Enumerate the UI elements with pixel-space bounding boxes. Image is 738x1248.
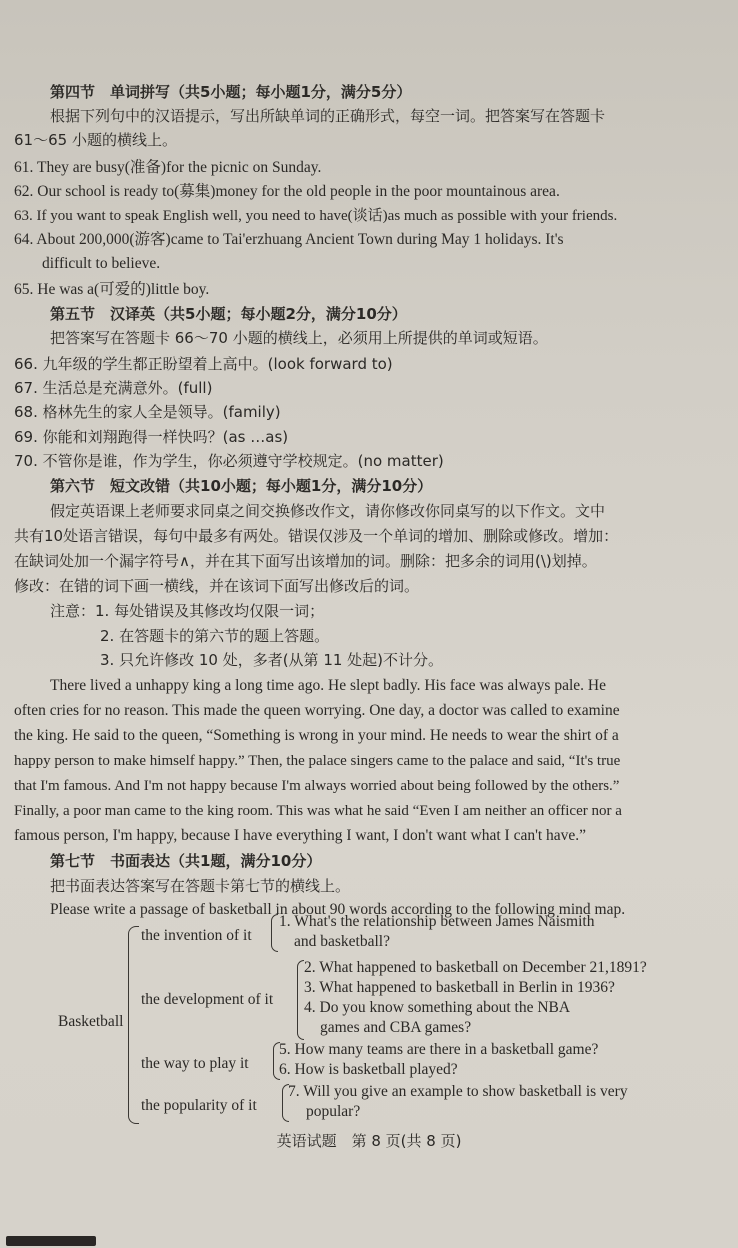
mindmap-root-brace	[128, 926, 139, 1124]
section-6-instruction-4: 修改：在错的词下画一横线，并在该词下面写出修改后的词。	[14, 577, 420, 595]
question-69: 69. 你能和刘翔跑得一样快吗？(as …as)	[14, 428, 289, 446]
passage-line-4: happy person to make himself happy.” Then, the palace singers came to the palace and said, “It's true	[14, 753, 621, 769]
section-6-instruction-1: 假定英语课上老师要求同桌之间交换修改作文，请你修改你同桌写的以下作文。文中	[50, 502, 606, 520]
question-61: 61. They are busy(准备)for the picnic on Sunday.	[14, 159, 322, 176]
section-7-prompt: Please write a passage of basketball in about 90 words according to the following mind map.	[50, 901, 626, 918]
passage-line-6: Finally, a poor man came to the king room. This was what he said “Even I am neither an officer nor a	[14, 803, 622, 819]
question-70: 70. 不管你是谁，作为学生，你必须遵守学校规定。(no matter)	[14, 452, 444, 470]
branch-way-to-play: the way to play it	[141, 1055, 249, 1072]
question-6: 6. How is basketball played?	[279, 1061, 458, 1078]
branch-development: the development of it	[141, 991, 274, 1008]
question-67: 67. 生活总是充满意外。(full)	[14, 379, 213, 397]
section-7-title: 第七节 书面表达（共1题，满分10分）	[50, 852, 322, 870]
page-footer: 英语试题 第 8 页(共 8 页)	[276, 1132, 462, 1150]
question-5: 5. How many teams are there in a basketball game?	[279, 1041, 599, 1058]
section-6-note-2: 2. 在答题卡的第六节的题上答题。	[100, 627, 330, 645]
question-4-line-2: games and CBA games?	[320, 1019, 472, 1036]
question-64: 64. About 200,000(游客)came to Tai'erzhuang Ancient Town during May 1 holidays. It's	[14, 231, 564, 248]
section-6-instruction-2: 共有10处语言错误，每句中最多有两处。错误仅涉及一个单词的增加、删除或修改。增加：	[14, 527, 619, 545]
passage-line-2: often cries for no reason. This made the queen worrying. One day, a doctor was called to examine	[14, 702, 620, 719]
question-1-line-1: 1. What's the relationship between James Naismith	[279, 913, 595, 930]
scanner-logo-strip	[6, 1236, 96, 1246]
question-63: 63. If you want to speak English well, you need to have(谈话)as much as possible with your friends.	[14, 208, 618, 224]
branch-development-brace	[297, 960, 304, 1040]
section-4-instruction: 根据下列句中的汉语提示，写出所缺单词的正确形式，每空一词。把答案写在答题卡	[50, 107, 606, 125]
passage-line-3: the king. He said to the queen, “Something is wrong in your mind. He needs to wear the shirt of a	[14, 727, 619, 744]
section-6-note-1: 注意：1. 每处错误及其修改均仅限一词；	[50, 602, 325, 620]
section-5-title: 第五节 汉译英（共5小题；每小题2分，满分10分）	[50, 305, 407, 323]
question-64-cont: difficult to believe.	[42, 255, 161, 272]
mindmap-root: Basketball	[58, 1013, 124, 1030]
question-7-line-2: popular?	[306, 1103, 361, 1120]
branch-popularity: the popularity of it	[141, 1097, 257, 1114]
question-4-line-1: 4. Do you know something about the NBA	[304, 999, 571, 1016]
section-7-instruction: 把书面表达答案写在答题卡第七节的横线上。	[50, 877, 351, 895]
section-4-title: 第四节 单词拼写（共5小题；每小题1分，满分5分）	[50, 83, 412, 101]
branch-invention: the invention of it	[141, 927, 252, 944]
question-7-line-1: 7. Will you give an example to show basketball is very	[288, 1083, 628, 1100]
section-5-instruction: 把答案写在答题卡 66～70 小题的横线上，必须用上所提供的单词或短语。	[50, 329, 548, 347]
question-65: 65. He was a(可爱的)little boy.	[14, 281, 210, 298]
question-62: 62. Our school is ready to(募集)money for the old people in the poor mountainous area.	[14, 183, 560, 200]
section-4-instruction-cont: 61～65 小题的横线上。	[14, 131, 177, 149]
passage-line-1: There lived a unhappy king a long time ago. He slept badly. His face was always pale. He	[50, 677, 606, 694]
question-66: 66. 九年级的学生都正盼望着上高中。(look forward to)	[14, 355, 393, 373]
question-1-line-2: and basketball?	[294, 933, 390, 950]
question-68: 68. 格林先生的家人全是领导。(family)	[14, 403, 281, 421]
section-6-title: 第六节 短文改错（共10小题；每小题1分，满分10分）	[50, 477, 433, 495]
question-3: 3. What happened to basketball in Berlin in 1936?	[304, 979, 615, 996]
section-6-note-3: 3. 只允许修改 10 处，多者(从第 11 处起)不计分。	[100, 651, 444, 669]
passage-line-5: that I'm famous. And I'm not happy because I'm always worried about being followed by the others.”	[14, 778, 620, 794]
branch-invention-brace	[271, 914, 278, 952]
section-6-instruction-3: 在缺词处加一个漏字符号∧，并在其下面写出该增加的词。删除：把多余的词用(\)划掉。	[14, 552, 597, 570]
question-2: 2. What happened to basketball on December 21,1891?	[304, 959, 647, 976]
passage-line-7: famous person, I'm happy, because I have everything I want, I don't want what I can't have.”	[14, 827, 587, 844]
